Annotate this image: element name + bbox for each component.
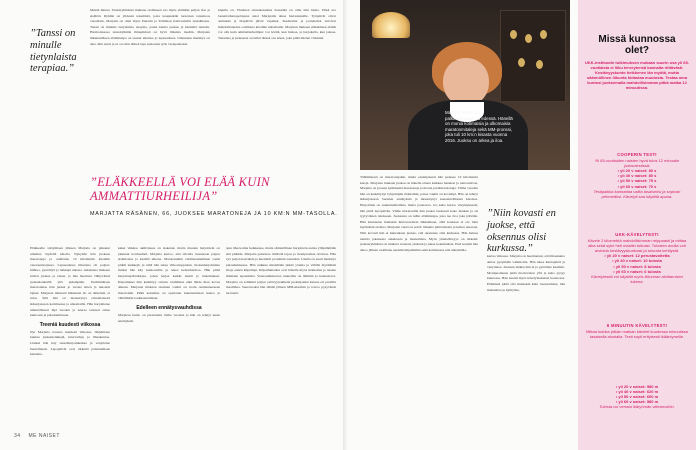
column-text: Eläkkeelle siirtymisen jälkeen Marjatta on jatkanut urheilua täydellä teholla. Nykyään hän juoksee maratoneja ja osallistuu 10 kilometrin kisoihin veteraanisarjassa. Lapsuudessa liikuntaa oli paljon: hiihtoa, pyöräilyä ja leikkejä ulkona. Aikuisena mukaan tulivat juoksu ja tanssi, ja hän huomasi viihtyvänsä juoksulenkeillä yhä pidempään. Ensimmäisen maratoninsa hän juoksi jo vuosia sitten ja innostui lajista. Marjatan mielestä liikunnan ilo on tärkeintä, ei tulos. Silti hän on menestynyt erinomaisesti ikäsarjassaan kotimaassa ja ulkomailla. Hän harjoittelee säännöllisesti läpi vuoden ja seuraa tarkasti omaa kuntoaan ja palautumistaan. <box>30 246 110 318</box>
sidebar-section-heading: 6 MINUUTIN KÄVELYTESTI <box>606 323 668 328</box>
sidebar-list-item: • yli 20 v naiset: 580 m <box>615 384 659 389</box>
article-column-1 <box>30 246 110 431</box>
column-text: kaksi viikkoa aktiivisuus on laskenut, mutta muuten harjoittelu on jatkunut normaalisti. Marjatta kertoo, että talvella treenataan paljon sisätiloissa ja kesällä ulkona. Maratoneihin valmistautuminen vaatii pitkiä lenkkejä, ja niitä hän tekee viikonloppuisin. Juoksuharjoittelun lisäksi hän käy kuntosalilla ja tekee kehonhuoltoa. Hän pitää harjoituspäiväkirjaa, johon kirjaa kaikki lenkit ja tuntemukset. Kilpailuissa hän keskittyy omaan vauhtiinsa eikä lähde liian kovaa alkuun. Marjatan mukaan tasainen vauhti on avain onnistuneeseen maratoniin. Pitkä kokemus on opettanut kuuntelemaan kehoa ja välttämään loukkaantumisia. <box>118 246 220 301</box>
article-headline: ”ELÄKKEELLÄ VOI ELÄÄ KUIN AMMATTIURHEILIJA” <box>90 175 270 203</box>
column-text: ajan lihasvoima heikkenee, mutta säännöllinen harjoittelu auttaa ylläpitämään sitä pitkään. Marjatta painottaa riittävää lepoa ja monipuolista ravintoa. Hän syö paljon kasviksia ja huolehtii proteiinin saannista. Unella on suuri merkitys palautumisessa. Hän nukkuu mielellään pitkiä yöunia ja välttää myöhäisiä iltoja ennen kilpailuja. Kilpailumatkat ovat hänelle myös matkailua ja uusien ihmisten tapaamista. Veteraanikisoissa tunnelma on lämmin ja kannustava. Marjatta on solminut paljon ystävyyssuhteita juoksijoiden kanssa eri puolilla maailmaa. Seuraavaksi hän tähtää jälleen MM-kisoihin ja toivoo pysyvänsä terveenä. <box>226 246 336 295</box>
article-subhead: MARJATTA RÄSÄNEN, 66, JUOKSEE MARATONEJA JA 10 KM:N MM-TASOLLA. <box>90 211 338 217</box>
sidebar-list-item: • yli 50 v naiset: 600 m <box>615 394 659 400</box>
sidebar-list-item: • yli 60 v naiset: 6 tulosta <box>613 268 661 274</box>
sidebar-intro-text: UKK-instituutin tutkimuksen mukaan suurin osa yli 65-vuotiaista ei liiku terveytensä kannalta riittävästi. Kestävyyskunto heikkenee iän myötä, mutta säännöllinen liikunta hidastaa muutosta. Testaa oma kuntosi juoksemalla mahdollisimman pitkä matka 12 minuutissa. <box>584 60 689 91</box>
medal-icon <box>540 30 547 39</box>
sidebar-list-item: • yli 60 v naiset: 580 m <box>615 399 659 405</box>
person-face <box>443 58 489 106</box>
section-heading: Treeniä kuudesti viikossa <box>39 321 101 328</box>
sidebar-walk-section <box>584 230 690 284</box>
trophy-shelf <box>500 10 566 102</box>
article-column-top-1 <box>90 8 210 178</box>
page-footer <box>14 433 60 439</box>
article-column-top-2 <box>218 8 336 178</box>
sidebar-section-text: Yli 65-vuotiaiden naisten hyvä tulos 12 minuutin juoksutestissä: <box>594 158 680 169</box>
sidebar-section-heading: COOPERIN TESTI <box>617 152 657 157</box>
medal-icon <box>525 34 532 43</box>
sidebar-list-item: • yli 50 v naiset: 8 tulosta <box>613 263 661 269</box>
sidebar-cooper-section <box>584 150 690 199</box>
column-text: härkää minua. Tanssiryhmässä mukana olemiseen tuo myös elämään paljon iloa ja sisältöä. Ryhmä on yhdessä tekemistä, josta kaupunkiin tuotetaan tanssiteos vuosittain. Marjatta on ollut myös Pietarin ja Tallinnan festivaaleilla tanssimassa. Tanssi on minulle tietynlaista terapiaa, jonka kautta purkaa ja käsitellä tunteita. Harmonisessa tanssiryhmän ilmapiirissä on hyvä ilmaista itseään. Marjatan liikunnallinen elämäntapa on saanut alkunsa jo lapsuudessa. Liikunnan merkitys on aina ollut suuri ja se on ollut tärkeä tapa rentoutua työn vastapainoksi. <box>90 8 210 46</box>
medal-icon <box>518 58 525 67</box>
sidebar-section-heading: UKK-KÄVELYTESTI <box>615 232 659 237</box>
sidebar-list-item: • yli 20 v naiset: 12 perustavoitetta <box>604 253 670 259</box>
page-number: 34 <box>14 433 21 439</box>
medal-icon <box>510 30 517 39</box>
photo-caption: Marjatta Räsänen palkintokaappinsa edessä. Hänellä on monia kotimaisia ja ulkomaisia maratonmitaleja sekä MM-pronssi, joka tuli 10 km:n kisasta vuonna 2016. Juoksu on arkea ja iloa. <box>445 110 513 143</box>
column-text: kipuilu on. Yhteinen tanssikokemus itsessään on ollut niin hieno. Pitkä ura lastentarhanopettajana antoi Marjatalle aikaa harrastuksille. Työpäivät olivat aamuisin ja iltapäivät jäivät vapaiksi. Kesälomat ja joululomat antoivat mahdollisuuden osallistua kisoihin ulkomailla. Marjatan mukaan eläkeläisen elämä voi olla kuin ammattiurheilijan: voi levätä, kun haluaa, ja harjoitella, kun jaksaa. Tanssista ja juoksusta on tullut tärkeä osa arkea, joka pitää mielen virkeänä. <box>218 8 336 40</box>
article-column-4 <box>360 175 478 433</box>
sidebar-list-item: • yli 40 v naiset: 620 m <box>615 389 659 395</box>
portrait-photo <box>360 0 570 170</box>
column-text: Tähtäimessä on maratonejakin, mutta ensisijaisesti hän juoksee 10 kilometrin kisoja. Marjatan mukaan juoksu on hänelle ennen kaikkea hauskaa ja rentouttavaa. Marjatta on juossut kymmeniä maratoneja ja monia puolimaratoneja. Viime vuosina hän on keskittynyt lyhyempiin matkoihin, joissa vauhti on kovempi. Hän on tehnyt ikäsarjassaan Suomen ennätyksiä ja menestynyt kansainvälisissä kisoissa. Harjoittelu on suunnitelmallista, mutta joustavaa. Jos keho kertoo väsymyksestä, hän pitää lepopäivän. Viime maratonilla hän juoksi tasaisesti koko matkan ja oli tyytyväinen tulokseen. Juoksusta on tullut elämäntapa, joka tuo iloa joka päivään. Hän kannustaa muitakin ikätovereitaan liikkumaan, sillä koskaan ei ole liian myöhäistä aloittaa. Marjatan viesti on selvä: liikunta pitää mielen ja kehon nuorena. Niin kovasti hän ei kuitenkaan juokse, että oksennus olisi kurkussa. Hän haluaa nauttia jokaisesta askeleesta ja maisemista. Myös yhteisöllisyys on tärkeää: juoksuryhmässä on mukava treenata yhdessä ja jakaa kokemuksia. Ensi kesänä hän aikoo jälleen osallistua useisiin kilpailuihin sekä kotimaassa että ulkomailla. <box>360 175 478 252</box>
article-column-3 <box>226 246 336 431</box>
lamp-shape <box>372 12 410 38</box>
column-text: Nyt Marjatta treenaa kuudesti viikossa. Ohjelmaan kuuluu juoksulenkkejä, intervalleja ja lihaskuntoa. Lisäksi hän käy tanssiharjoituksissa ja venyttelee huolellisesti. Lepopäivät ovat tärkeitä palautumisen kannalta. <box>30 329 110 357</box>
column-text: kertaa viikossa. Marjatta on huomannut, että lihaskunto auttaa pysymään vammoitta. Hän tekee kuntopiiriä ja venyttelee. Juoksun lisäksi hän ui ja pyöräilee kesäisin. Monipuolisuus pitää motivaation yllä ja keho pysyy kunnossa. Hän nauttii myös kävelylenkeistä luonnossa. Elämässä pitää olla muutakin kuin treenaamista, hän muistuttaa ja hymyilee. <box>487 254 565 292</box>
pull-quote-right: ”Niin kovasti en juokse, että oksennus olisi kurkussa.” <box>487 208 556 255</box>
sidebar-note: Tulosta voi verrata ikäryhmän viitearvoihin. <box>599 404 675 410</box>
sidebar-note: Testipaikka kannattaa valita tasaiseksi ja sopivan pehmeäksi. Kävelyä saa käyttää apuna. <box>593 188 681 199</box>
column-text: Marjatan kunto on parantunut viime vuosina ja hän on tehnyt uusia ennätyksiä. <box>118 312 220 323</box>
sidebar-list-item: • yli 40 v naiset: 10 tulosta <box>612 258 662 264</box>
pull-quote-left: ”Tanssi on minulle tietynlaista terapiaa.” <box>30 28 77 75</box>
sidebar-list-item: • yli 20 v naiset: 80 s <box>617 168 657 174</box>
sidebar-title: Missä kunnossa olet? <box>598 34 676 56</box>
medal-icon <box>536 60 543 69</box>
sidebar-six-min-section <box>584 321 690 339</box>
article-column-5 <box>487 254 565 434</box>
section-heading: Edelleen ennätysvauhdissa <box>136 304 202 311</box>
magazine-name: ME NAISET <box>28 433 60 439</box>
sidebar-six-min-results <box>584 384 690 409</box>
sidebar-list-item: • yli 50 v naiset: 75 s <box>617 178 657 184</box>
sidebar-intro <box>584 60 690 91</box>
page-gutter <box>343 0 347 450</box>
sidebar-list-item: • yli 60 v naiset: 70 s <box>617 183 657 189</box>
sidebar-section-text: Mittaa kuinka pitkän matkan kävelet kuudessa minuutissa tasaisella alustalla. Testi sopii erityisesti ikääntyneille. <box>586 329 688 340</box>
sidebar-note: Kävelytestiä voi käyttää myös liikunnan aloittamisen tukena. <box>591 273 683 284</box>
sidebar-section-text: Kävele 2 kilometriä mahdollisimman reippaasti ja mittaa aika sekä syke heti maaliin tultuasi. Tulosten avulla voit arvioida kestävyyskuntoasi ja seurata kehitystä. <box>587 238 687 254</box>
article-column-2 <box>118 246 220 431</box>
sidebar-list-item: • yli 40 v naiset: 80 s <box>617 173 657 179</box>
